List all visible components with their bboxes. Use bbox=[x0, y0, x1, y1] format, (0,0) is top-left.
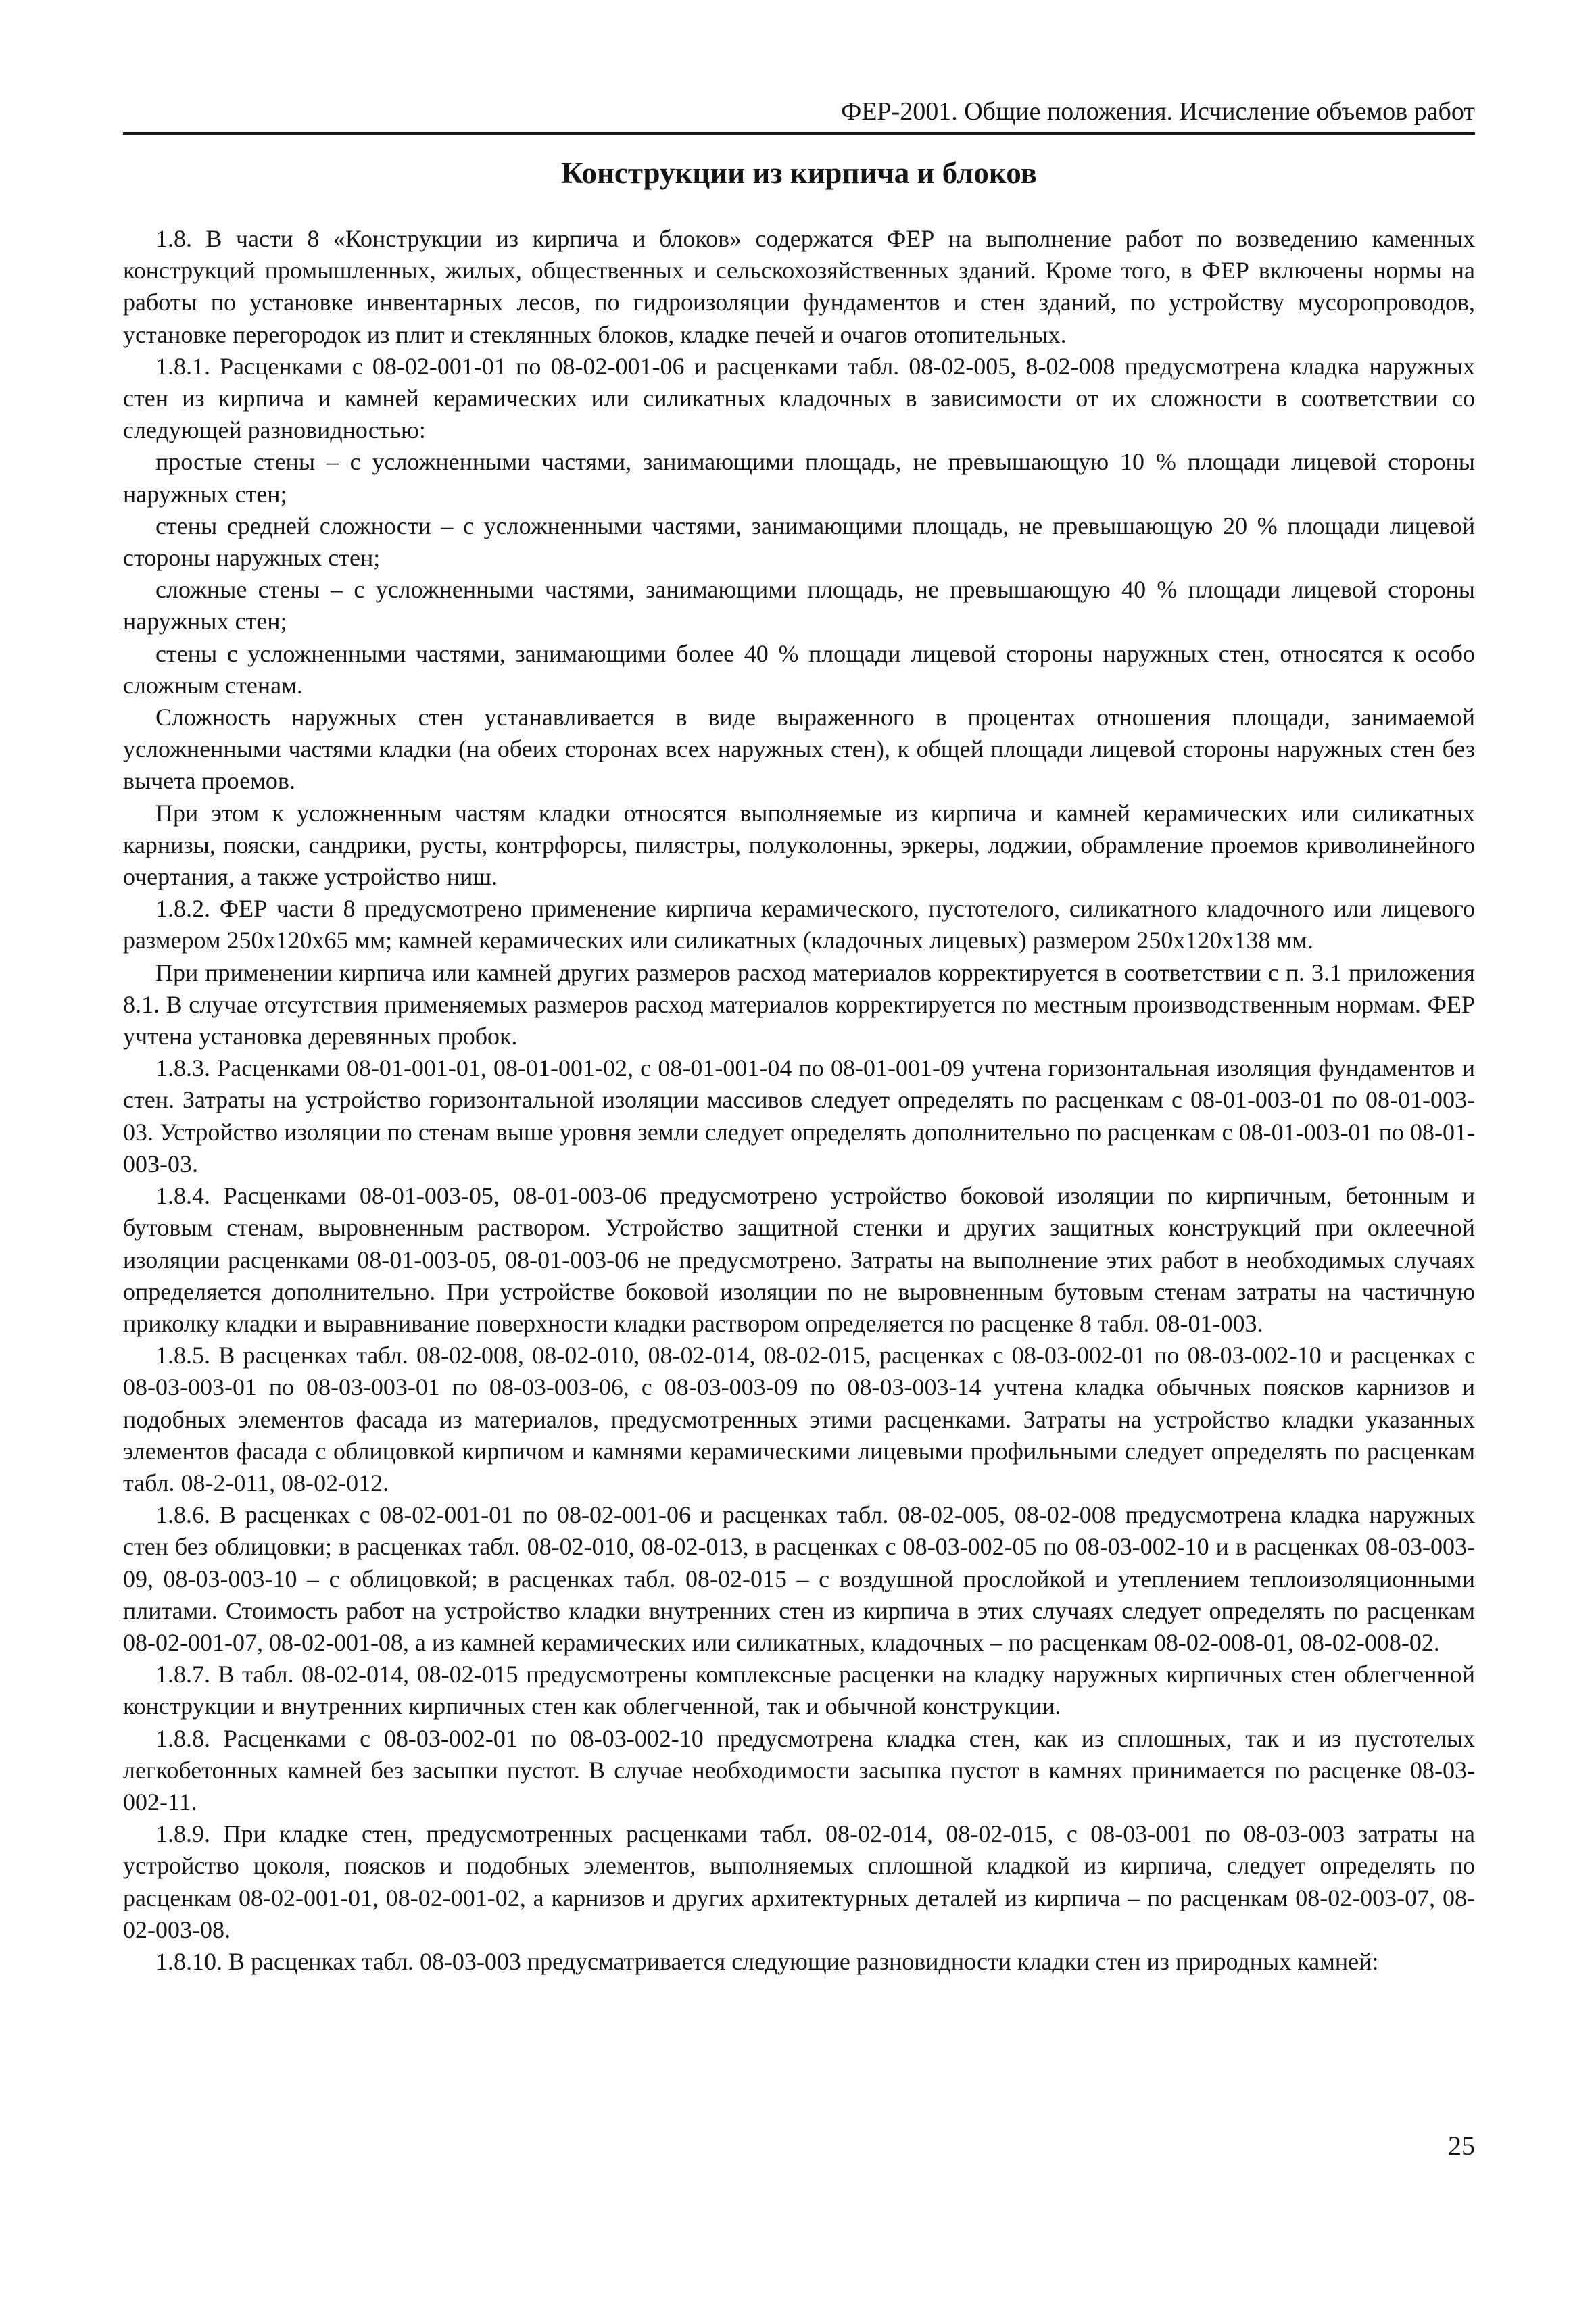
header-rule bbox=[123, 132, 1475, 135]
paragraph-1-8-5: 1.8.5. В расценках табл. 08-02-008, 08-02-010, 08-02-014, 08-02-015, расценках с 08-03-002-01 по 08-03-002-10 и расценках с 08-03-003-01 по 08-03-003-01 по 08-03-003-06, с 08-03-003-09 по 08-03-003-14 учтена кладка обычных поясков карнизов и подобных элементов фасада из материалов, предусмотренных этими расценками. Затраты на устройство кладки указанных элементов фасада с облицовкой кирпичом и камнями керамическими лицевыми профильными следует определять по расценкам табл. 08-2-011, 08-02-012. bbox=[123, 1342, 1475, 1496]
paragraph-complexity-definition: Сложность наружных стен устанавливается в виде выраженного в процентах отношения площади, занимаемой усложненными частями кладки (на обеих сторонах всех наружных стен), к общей площади лицевой стороны наружных стен без вычета проемов. bbox=[123, 704, 1475, 795]
paragraph-1-8-1: 1.8.1. Расценками с 08-02-001-01 по 08-02-001-06 и расценками табл. 08-02-005, 8-02-008 предусмотрена кладка наружных стен из кирпича и камней керамических или силикатных кладочных в зависимости от их сложности в соответствии со следующей разновидностью: bbox=[123, 352, 1475, 444]
paragraph-1-8-6: 1.8.6. В расценках с 08-02-001-01 по 08-02-001-06 и расценках табл. 08-02-005, 08-02-008 предусмотрена кладка наружных стен без облицовки; в расценках табл. 08-02-010, 08-02-013, в расценках с 08-03-002-05 по 08-03-002-10 и в расценках 08-03-003-09, 08-03-003-10 – с облицовкой; в расценках табл. 08-02-015 – с воздушной прослойкой и утеплением теплоизоляционными плитами. Стоимость работ на устройство кладки внутренних стен из кирпича в этих случаях следует определять по расценкам 08-02-001-07, 08-02-001-08, а из камней керамических или силикатных, кладочных – по расценкам 08-02-008-01, 08-02-008-02. bbox=[123, 1501, 1475, 1656]
paragraph-very-complex-walls: стены с усложненными частями, занимающими более 40 % площади лицевой стороны наружных стен, относятся к особо сложным стенам. bbox=[123, 639, 1475, 699]
paragraph-1-8-9: 1.8.9. При кладке стен, предусмотренных расценками табл. 08-02-014, 08-02-015, с 08-03-001 по 08-03-003 затраты на устройство цоколя, поясков и подобных элементов, выполняемых сплошной кладкой из кирпича, следует определять по расценкам 08-02-001-01, 08-02-001-02, а карнизов и других архитектурных деталей из кирпича – по расценкам 08-02-003-07, 08-02-003-08. bbox=[123, 1820, 1475, 1943]
paragraph-simple-walls: простые стены – с усложненными частями, занимающими площадь, не превышающую 10 % площади лицевой стороны наружных стен; bbox=[123, 448, 1475, 508]
paragraph-medium-walls: стены средней сложности – с усложненными частями, занимающими площадь, не превышающую 20 % площади лицевой стороны наружных стен; bbox=[123, 512, 1475, 572]
paragraph-1-8-3: 1.8.3. Расценками 08-01-001-01, 08-01-001-02, с 08-01-001-04 по 08-01-001-09 учтена горизонтальная изоляция фундаментов и стен. Затраты на устройство горизонтальной изоляции массивов следует определять по расценкам с 08-01-003-01 по 08-01-003-03. Устройство изоляции по стенам выше уровня земли следует определять дополнительно по расценкам с 08-01-003-01 по 08-01-003-03. bbox=[123, 1054, 1475, 1177]
paragraph-1-8-4: 1.8.4. Расценками 08-01-003-05, 08-01-003-06 предусмотрено устройство боковой изоляции по кирпичным, бетонным и бутовым стенам, выровненным раствором. Устройство защитной стенки и других защитных конструкций при оклеечной изоляции расценками 08-01-003-05, 08-01-003-06 не предусмотрено. Затраты на выполнение этих работ в необходимых случаях определяется дополнительно. При устройстве боковой изоляции по не выровненным бутовым стенам затраты на частичную приколку кладки и выравнивание поверхности кладки раствором определяется по расценке 8 табл. 08-01-003. bbox=[123, 1182, 1475, 1337]
running-header: ФЕР-2001. Общие положения. Исчисление объемов работ bbox=[841, 97, 1475, 126]
paragraph-complex-parts: При этом к усложненным частям кладки относятся выполняемые из кирпича и камней керамических или силикатных карнизы, пояски, сандрики, русты, контрфорсы, пилястры, полуколонны, эркеры, лоджии, обрамление проемов криволинейного очертания, а также устройство ниш. bbox=[123, 799, 1475, 891]
page-number: 25 bbox=[1448, 2130, 1475, 2161]
paragraph-1-8-2: 1.8.2. ФЕР части 8 предусмотрено применение кирпича керамического, пустотелого, силикатного кладочного или лицевого размером 250х120х65 мм; камней керамических или силикатных (кладочных лицевых) размером 250х120х138 мм. bbox=[123, 895, 1475, 954]
section-title: Конструкции из кирпича и блоков bbox=[561, 156, 1037, 190]
paragraph-other-sizes: При применении кирпича или камней других размеров расход материалов корректируется в соответствии с п. 3.1 приложения 8.1. В случае отсутствия применяемых размеров расход материалов корректируется по местным производственным нормам. ФЕР учтена установка деревянных пробок. bbox=[123, 958, 1475, 1050]
body-text bbox=[123, 223, 1475, 1978]
paragraph-1-8: 1.8. В части 8 «Конструкции из кирпича и блоков» содержатся ФЕР на выполнение работ по возведению каменных конструкций промышленных, жилых, общественных и сельскохозяйственных зданий. Кроме того, в ФЕР включены нормы на работы по установке инвентарных лесов, по гидроизоляции фундаментов и стен зданий, по устройству мусоропроводов, установке перегородок из плит и стеклянных блоков, кладке печей и очагов отопительных. bbox=[123, 225, 1475, 348]
paragraph-complex-walls: сложные стены – с усложненными частями, занимающими площадь, не превышающую 40 % площади лицевой стороны наружных стен; bbox=[123, 576, 1475, 635]
paragraph-1-8-10: 1.8.10. В расценках табл. 08-03-003 предусматривается следующие разновидности кладки стен из природных камней: bbox=[155, 1947, 1379, 1975]
paragraph-1-8-7: 1.8.7. В табл. 08-02-014, 08-02-015 предусмотрены комплексные расценки на кладку наружных кирпичных стен облегченной конструкции и внутренних кирпичных стен как облегченной, так и обычной конструкции. bbox=[123, 1661, 1475, 1720]
paragraph-1-8-8: 1.8.8. Расценками с 08-03-002-01 по 08-03-002-10 предусмотрена кладка стен, как из сплошных, так и из пустотелых легкобетонных камней без засыпки пустот. В случае необходимости засыпка пустот в камнях принимается по расценке 08-03-002-11. bbox=[123, 1724, 1475, 1816]
